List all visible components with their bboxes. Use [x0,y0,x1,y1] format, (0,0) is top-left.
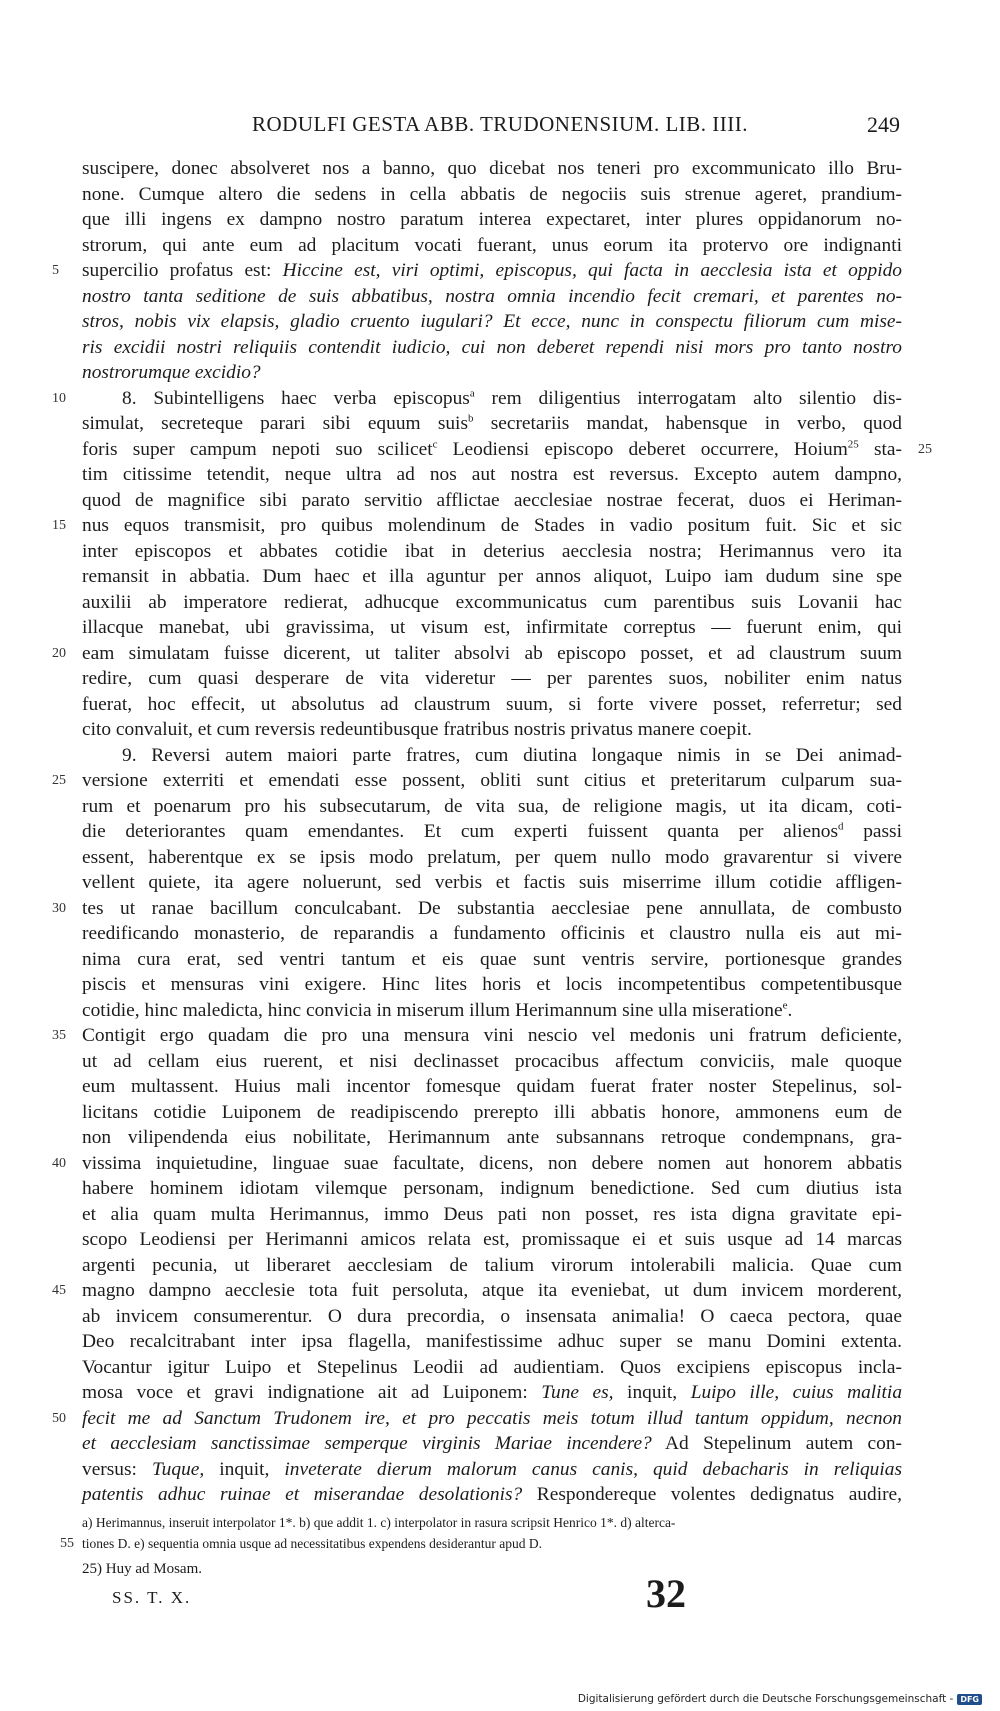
text-line [82,488,902,514]
line-text: eum multassent. Huius mali incentor fomesque quidam fuerat frater noster Stepelinus, sol- [82,1076,902,1097]
line-text: ut ad cellam eius ruerent, et nisi declinasset procacibus affectum conviciis, male quoque [82,1050,902,1072]
line-number: 55 [60,1536,74,1551]
line-italic-text: ris excidii nostri reliquiis contendit iudicio, cui non deberet rependi nisi mors pro tanto nostro [82,336,902,358]
line-text: auxilii ab imperatore redierat, adhucque excommunicatus cum parentibus suis Lovanii hac [82,591,902,613]
text-line [82,819,902,845]
text-line [52,768,902,794]
line-text-continued: passi [843,821,902,842]
line-number: 40 [52,1155,66,1171]
line-number: 30 [52,900,66,916]
line-italic-text: Hiccine est, viri optimi, episcopus, qui facta in aecclesia ista et oppido [282,260,902,281]
text-line [52,1151,902,1177]
line-italic-text: Tuque, [151,1458,205,1480]
line-text: reedificando monasterio, de reparandis a fundamento officinis et claustro nulla eis aut mi- [82,923,902,944]
text-line [82,1457,902,1483]
footnote-marker: a [469,387,475,400]
line-number: 15 [52,518,66,533]
text-line [82,284,902,310]
text-line [82,615,902,641]
text-line [82,564,902,590]
line-number: 35 [52,1028,66,1043]
line-text: Vocantur igitur Luipo et Stepelinus Leodii ad audientiam. Quos excipiens episcopus incla- [82,1356,902,1378]
line-text-continued: rem diligentius interrogatam alto silentio dis- [474,387,902,409]
line-text: que illi ingens ex dampno nostro paratum interea expectaret, inter plures oppidanorum no- [82,209,902,230]
line-text: inter episcopos et abbates cotidie ibat in deterius aecclesia nostra; Herimannus vero ita [82,540,902,562]
line-text: ab invicem consumerentur. O dura precordia, o insensata animalia! O caeca pectora, quae [82,1305,902,1327]
body-text [52,156,932,1508]
text-line [82,1049,902,1075]
line-text: 9. Reversi autem maiori parte fratres, cum diutina longaque nimis in se Dei animad- [122,744,902,766]
line-italic-text: nostro tanta seditione de suis abbatibus, nostra omnia incendio fecit cremari, et parentes no- [82,285,902,307]
line-text: suscipere, donec absolveret nos a banno, quo dicebat nos teneri pro excommunicato illo Bru- [82,158,902,179]
line-text: tim citissime tetendit, neque ultra ad nos aut nostra est reversus. Excepto autem dampno, [82,464,902,485]
sheet-signature: SS. T. X. [112,1588,192,1607]
footnote-marker: b [468,412,474,425]
line-italic-text: nostrorumque excidio? [82,362,261,383]
text-line [82,233,902,259]
text-line [82,998,902,1024]
line-text-continued: . [787,999,793,1021]
commentary-note: 25) Huy ad Mosam. [82,1561,202,1577]
footnote-marker: c [432,438,438,451]
text-line [82,1100,902,1126]
sheet-number: 32 [646,1571,686,1616]
line-text: redire, cum quasi desperare de vita videretur — per parentes suos, nobiliter enim natus [82,668,902,689]
line-text: die deteriorantes quam emendantes. Et cum experti fuissent quanta per alienos [82,821,839,842]
text-line [82,1253,902,1279]
line-text: 8. Subintelligens haec verba episcopus [122,387,470,409]
line-text-tail: sta- [858,438,902,460]
line-number: 5 [52,263,59,278]
text-line [82,794,902,820]
text-line [82,360,902,386]
text-line [82,1125,902,1151]
text-line [82,1482,902,1508]
text-line [52,1278,902,1304]
line-text: scopo Leodiensi per Herimanni amicos relata est, promissaque ei et suis usque ad 14 marcas [82,1229,902,1250]
line-text: rum et poenarum pro his subsecutarum, de vita sua, de religione magis, ut ita dicam, coti- [82,795,902,817]
line-text: nus equos transmisit, pro quibus molendinum de Stades in vadio positum fuit. Sic et sic [82,515,902,536]
text-line [82,1176,902,1202]
line-text: piscis et mensuras vini exigere. Hinc lites horis et locis incompetentibus competentibusque [82,974,902,995]
footnote-text: a) Herimannus, inseruit interpolator 1*. b) que addit 1. c) interpolator in rasura scripsit Henrico 1*. d) alterca- [82,1515,676,1530]
line-text: vellent quiete, ita agere noluerunt, sed verbis et factis suis miserrime illum cotidie affligen- [82,872,902,893]
line-italic-text-continued: Luipo ille, cuius malitia [690,1382,903,1403]
text-line [52,258,902,284]
text-line [82,335,902,361]
line-text: eam simulatam fuisse dicerent, ut taliter absolvi ab episcopo posset, et ad claustrum suum [82,642,902,664]
line-text-continued: Leodiensi episcopo deberet occurrere, Hoium [437,438,848,460]
line-text: tes ut ranae bacillum conculcabant. De substantia aecclesiae pene annullata, de combusto [82,897,902,919]
line-text: licitans cotidie Luiponem de readipiscendo prerepto illi abbatis honore, ammonens eum de [82,1101,902,1123]
text-line [82,972,902,998]
text-line [82,666,902,692]
page-number: 249 [867,112,900,137]
text-line [82,207,902,233]
text-line [82,437,932,463]
line-text: versione exterriti et emendati esse possent, obliti sunt citius et preteritarum culparum sua- [82,770,902,791]
text-line [82,462,902,488]
text-line [82,1227,902,1253]
line-text: magno dampno aecclesie tota fuit persoluta, atque ita eveniebat, ut dum invicem morderent, [82,1280,902,1301]
footnote-line [60,1533,902,1554]
line-text: foris super campum nepoti suo scilicet [82,438,433,460]
line-text: argenti pecunia, ut liberaret aecclesiam de talium virorum intolerabili malicia. Quae cum [82,1254,902,1276]
footnote-text: tiones D. e) sequentia omnia usque ad necessitatibus expendens desiderantur apud D. [82,1536,542,1551]
commentary-marker: 25 [847,438,859,451]
line-text: remansit in abbatia. Dum haec et illa aguntur per annos aliquot, Luipo iam dudum sine spe [82,566,902,587]
line-text: quod de magnifice sibi parato servitio afflictae aecclesiae nostrae fecerat, duos ei Heriman- [82,489,902,511]
footnote-marker: e [782,999,788,1012]
text-line [82,590,902,616]
footnotes [60,1512,902,1554]
line-text: illacque manebat, ubi gravissima, ut visum est, infirmitate correptus — fuerunt enim, qui [82,617,902,638]
credit-text: Digitalisierung gefördert durch die Deutsche Forschungsgemeinschaft - [577,1693,954,1705]
line-number: 10 [52,390,66,406]
page-header [0,112,1000,142]
text-line [82,309,902,335]
footnote-line [82,1512,902,1533]
line-text: mosa voce et gravi indignatione ait ad Luiponem: [82,1382,542,1403]
digitization-credit [578,1693,982,1705]
line-text: Contigit ergo quadam die pro una mensura vini nescio vel medonis uni fratrum deficiente, [82,1025,902,1046]
text-line [82,1304,902,1330]
text-line [82,411,902,437]
text-line [82,947,902,973]
running-head: RODULFI GESTA ABB. TRUDONENSIUM. LIB. IIII. [251,112,749,136]
margin-number-right: 25 [918,441,932,457]
line-text: strorum, qui ante eum ad placitum vocati fuerant, unus eorum ita protervo ore indignanti [82,234,902,256]
line-text: Deo recalcitrabant inter ipsa flagella, manifestissime adhuc super se manu Domini extenta. [82,1331,902,1352]
line-italic-text: et aecclesiam sanctissimae semperque virginis Mariae incendere? [82,1433,652,1454]
text-line [52,1406,902,1432]
line-text: non vilipendenda eius nobilitate, Herimannum ante subsannans retroque condempnans, gra- [82,1127,902,1148]
line-text-continued: inquit, [613,1382,691,1403]
line-text: et alia quam multa Herimannus, immo Deus pati non posset, res ista digna gravitate epi- [82,1203,902,1225]
line-text-continued: Respondereque volentes dedignatus audire, [522,1484,903,1505]
line-number: 45 [52,1283,66,1298]
line-text: nima cura erat, sed ventri tantum et eis quae sunt ventris servire, portionesque grandes [82,948,902,970]
text-line [52,386,902,412]
line-text: fuerat, hoc effecit, ut absolutus ad claustrum suum, si forte vivere posset, referretur; sed [82,693,902,715]
text-line [52,1023,902,1049]
text-line [82,1202,902,1228]
line-text-continued: inquit, [204,1458,285,1480]
line-text: none. Cumque altero die sedens in cella abbatis de negociis suis strenue ageret, prandium- [82,183,902,205]
text-line [52,513,902,539]
text-line [82,1074,902,1100]
dfg-logo: DFG [957,1694,982,1705]
line-text: cito convaluit, et cum reversis redeuntibusque fratribus nostris privatus manere coepit. [82,719,752,740]
line-text-continued: secretariis mandat, habensque in verbo, quod [473,413,902,434]
line-italic-text: stros, nobis vix elapsis, gladio cruento iugulari? Et ecce, nunc in conspectu filiorum cum mise- [82,311,902,332]
text-line [82,182,902,208]
footnote-marker: d [838,820,844,833]
text-line [52,641,902,667]
line-text: simulat, secreteque parari sibi equum suis [82,413,468,434]
line-text: essent, haberentque ex se ipsis modo prelatum, per quem nullo modo gravarentur si vivere [82,846,902,868]
line-text: versus: [82,1458,152,1480]
line-number: 20 [52,645,66,661]
text-line [82,743,902,769]
text-line [82,921,902,947]
text-line [82,717,902,743]
text-line [52,896,902,922]
text-line [82,845,902,871]
text-line [82,870,902,896]
line-italic-text-continued: inveterate dierum malorum canus canis, quid debacharis in reliquias [284,1458,902,1480]
line-number: 25 [52,773,66,788]
line-text: cotidie, hinc maledicta, hinc convicia in miserum illum Herimannum sine ulla miseratione [82,999,783,1021]
line-number: 50 [52,1410,66,1426]
text-line [82,1355,902,1381]
line-italic-text: fecit me ad Sanctum Trudonem ire, et pro peccatis meis totum illud tantum oppidum, necnon [82,1407,902,1429]
line-italic-text: patentis adhuc ruinae et miserandae desolationis? [82,1484,523,1505]
text-line [82,1329,902,1355]
line-italic-text: Tune es, [541,1382,614,1403]
text-line [82,539,902,565]
text-line [82,1380,902,1406]
line-text: supercilio profatus est: [82,260,283,281]
line-text: habere hominem idiotam vilemque personam, indignum benedictione. Sed cum diutius ista [82,1178,902,1199]
line-text-continued: Ad Stepelinum autem con- [651,1433,902,1454]
text-line [82,156,902,182]
text-line [82,1431,902,1457]
line-text: vissima inquietudine, linguae suae facultate, dicens, non debere nomen aut honorem abbatis [82,1152,902,1174]
text-line [82,692,902,718]
